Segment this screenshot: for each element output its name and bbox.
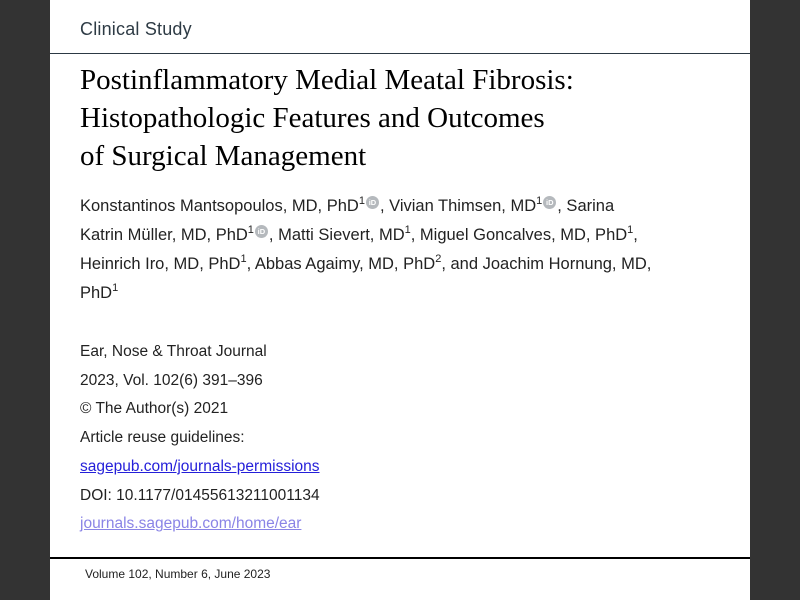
author-text: , Miguel Goncalves, MD, PhD — [410, 226, 628, 244]
author-text: , Matti Sievert, MD — [268, 226, 405, 244]
journal-name: Ear, Nose & Throat Journal — [80, 343, 267, 360]
author-text: , Vivian Thimsen, MD — [379, 197, 537, 215]
volume-footer-note: Volume 102, Number 6, June 2023 — [85, 567, 271, 581]
author-line — [80, 250, 740, 279]
doi-text: DOI: 10.1177/01455613211001134 — [80, 486, 320, 504]
left-frame-bar — [0, 0, 50, 600]
affiliation-superscript: 1 — [358, 194, 365, 207]
author-text: Katrin Müller, MD, PhD — [80, 226, 248, 244]
author-line — [80, 279, 740, 308]
journal-issue: 2023, Vol. 102(6) 391–396 — [80, 371, 263, 389]
right-frame-bar — [750, 0, 800, 600]
affiliation-superscript: 1 — [247, 223, 254, 236]
affiliation-superscript: 2 — [435, 252, 442, 265]
affiliation-superscript: 1 — [404, 223, 411, 236]
journal-copyright: © The Author(s) 2021 — [80, 400, 229, 418]
article-type-label: Clinical Study — [80, 19, 192, 39]
orcid-icon[interactable]: iD — [366, 196, 379, 209]
journal-home-link[interactable]: journals.sagepub.com/home/ear — [80, 515, 302, 533]
header-divider — [50, 53, 750, 54]
article-title-line: Postinflammatory Medial Meatal Fibrosis: — [80, 64, 574, 96]
affiliation-superscript: 1 — [240, 252, 247, 265]
affiliation-superscript: 1 — [627, 223, 634, 236]
article-title — [80, 61, 740, 175]
journal-citation-block — [80, 338, 500, 539]
orcid-icon[interactable]: iD — [255, 225, 268, 238]
article-title-line: of Surgical Management — [80, 140, 367, 172]
author-text: Konstantinos Mantsopoulos, MD, PhD — [80, 197, 359, 215]
permissions-link[interactable]: sagepub.com/journals-permissions — [80, 457, 320, 475]
author-text: PhD — [80, 284, 113, 302]
author-lines — [80, 192, 740, 308]
author-text: , — [633, 226, 638, 244]
affiliation-superscript: 1 — [536, 194, 543, 207]
author-text: Heinrich Iro, MD, PhD — [80, 255, 241, 273]
affiliation-superscript: 1 — [112, 281, 119, 294]
author-text: , Abbas Agaimy, MD, PhD — [246, 255, 436, 273]
footer-divider — [50, 557, 750, 559]
author-text: , and Joachim Hornung, MD, — [441, 255, 652, 273]
article-title-line: Histopathologic Features and Outcomes — [80, 102, 545, 134]
reuse-guidelines-label: Article reuse guidelines: — [80, 429, 245, 447]
author-text: , Sarina — [557, 197, 615, 215]
orcid-icon[interactable]: iD — [543, 196, 556, 209]
author-line — [80, 192, 740, 221]
author-line — [80, 221, 740, 250]
